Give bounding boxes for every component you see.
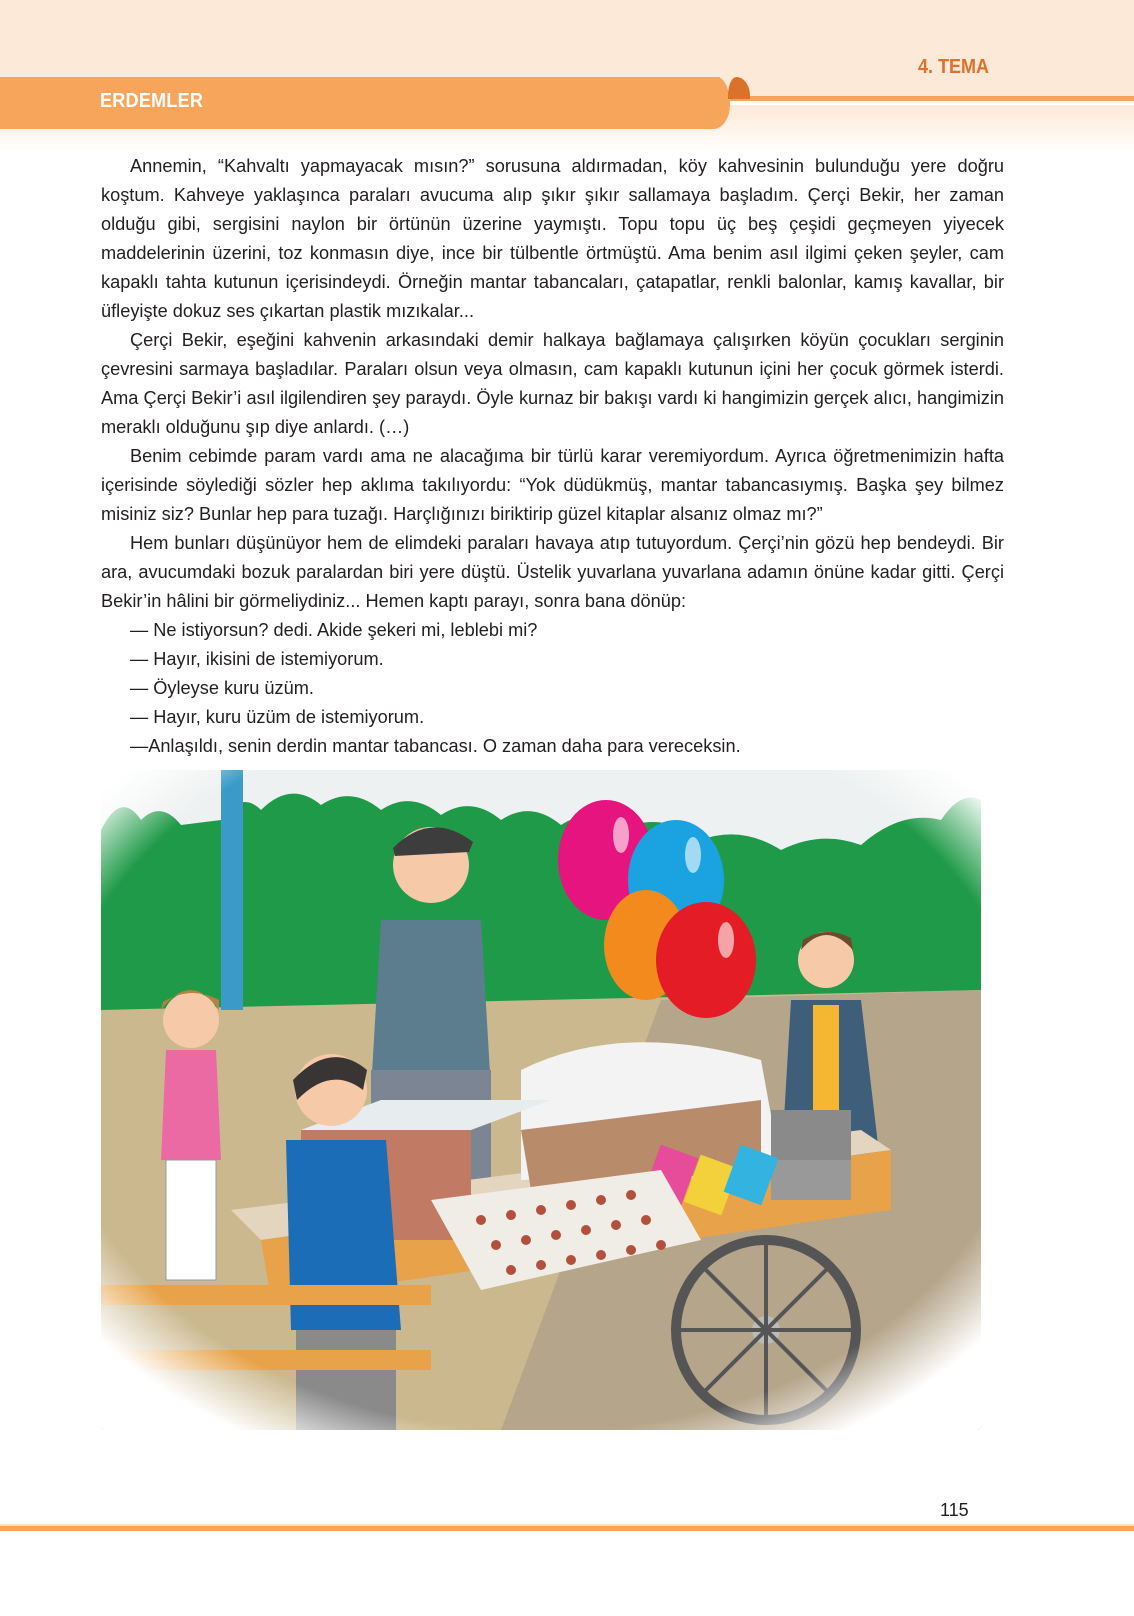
dialogue-line: — Öyleyse kuru üzüm. <box>130 678 314 698</box>
paragraph: Hem bunları düşünüyor hem de elimdeki paraları havaya atıp tutuyordum. Çerçi’nin gözü hep bendeydi. Bir ara, avucumdaki bozuk paralardan biri yere düştü. Üstelik yuvarlana yuvarlana adamın önüne kadar gitti. Çerçi Bekir’in hâlini bir görmeliydiniz... Hemen kaptı parayı, sonra bana dönüp: <box>101 533 1004 611</box>
theme-label: 4. TEMA <box>918 56 990 78</box>
dialogue-line: — Hayır, kuru üzüm de istemiyorum. <box>130 707 425 727</box>
paragraph: Benim cebimde param vardı ama ne alacağıma bir türlü karar veremiyordum. Ayrıca öğretmenimizin hafta içerisinde söylediği sözler hep aklıma takılıyordu: “Yok düdükmüş, mantar tabancasıymış. Başka şey bilmez misiniz siz? Bunlar hep para tuzağı. Harçlığınızı biriktirip güzel kitaplar alsanız olmaz mı?” <box>101 446 1004 524</box>
header-rule-highlight <box>724 101 1134 105</box>
vendor-cart-illustration <box>101 770 981 1430</box>
footer-rule <box>0 1526 1134 1531</box>
paragraph: Annemin, “Kahvaltı yapmayacak mısın?” sorusuna aldırmadan, köy kahvesinin bulunduğu yere doğru koştum. Kahveye yaklaşınca paraları avucuma alıp şıkır şıkır sallamaya başladım. Çerçi Bekir, her zaman olduğu gibi, sergisini naylon bir örtünün üzerine yaymıştı. Topu topu üç beş çeşidi geçmeyen yiyecek maddelerinin üzerini, toz konmasın diye, ince bir tülbentle örtmüştü. Ama benim asıl ilgimi çeken şeyler, cam kapaklı tahta kutunun içerisindeydi. Örneğin mantar tabancaları, çatapatlar, renkli balonlar, kamış kavallar, bir üfleyişte dokuz ses çıkartan plastik mızıkalar... <box>101 156 1004 321</box>
dialogue-line: — Hayır, ikisini de istemiyorum. <box>130 649 384 669</box>
section-title: ERDEMLER <box>100 90 204 112</box>
page-number: 115 <box>940 1500 969 1520</box>
paragraph: Çerçi Bekir, eşeğini kahvenin arkasındaki demir halkaya bağlamaya çalışırken köyün çocukları serginin çevresini sarmaya başladılar. Paraları olsun veya olmasın, cam kapaklı kutunun içini her çocuk görmek isterdi. Ama Çerçi Bekir’i asıl ilgilendiren şey paraydı. Öyle kurnaz bir bakışı vardı ki hangimizin gerçek alıcı, hangimizin meraklı olduğunu şıp diye anlardı. (…) <box>101 330 1004 437</box>
section-band-curve <box>690 77 730 129</box>
dialogue-line: —Anlaşıldı, senin derdin mantar tabancası. O zaman daha para vereceksin. <box>130 736 741 756</box>
dialogue-line: — Ne istiyorsun? dedi. Akide şekeri mi, leblebi mi? <box>130 620 538 640</box>
story-text <box>101 152 1004 761</box>
